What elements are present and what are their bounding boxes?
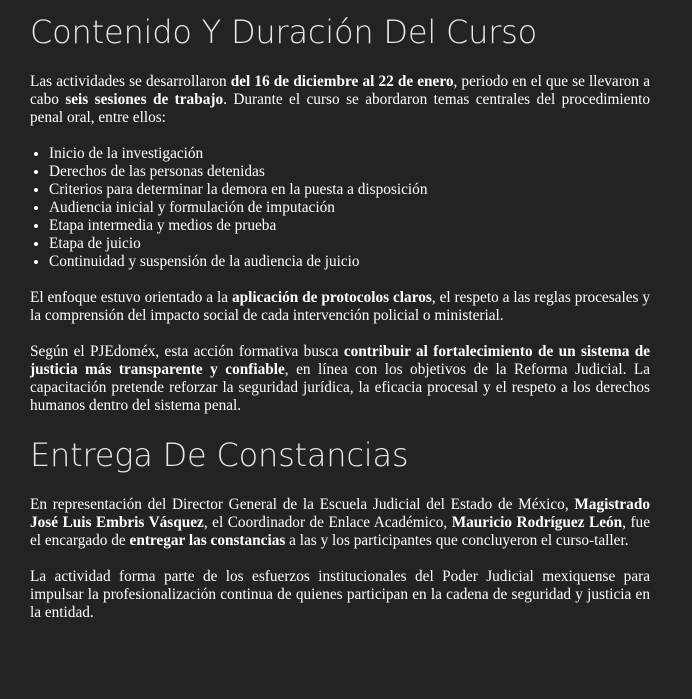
rep-deliver: entregar las constancias (129, 532, 286, 549)
intro-text-2: , periodo en el que se llevaron a cabo (30, 73, 650, 108)
section-heading-certificates: Entrega De Constancias (30, 436, 409, 474)
list-item: • Audiencia inicial y formulación de imputación (49, 199, 650, 217)
focus-text-2: , el respeto a las reglas procesales y la comprensión del impacto social de cada intervención policial o ministerial. (30, 289, 651, 324)
section-heading-course-content: Contenido Y Duración Del Curso (30, 13, 538, 51)
rep-text-3: , fue el encargado de (30, 514, 650, 549)
pjedomex-goal: contribuir al fortalecimiento de un sistema de justicia más transparente y confiable (30, 343, 650, 378)
focus-text-1: El enfoque estuvo orientado a la (30, 289, 232, 306)
intro-sessions: seis sesiones de trabajo (65, 91, 224, 108)
topics-list (30, 145, 650, 271)
list-item: • Etapa intermedia y medios de prueba (49, 217, 650, 235)
intro-paragraph (30, 73, 650, 127)
pjedomex-paragraph (30, 343, 650, 415)
focus-protocols: aplicación de protocolos claros (231, 289, 432, 306)
closing-paragraph: La actividad forma parte de los esfuerzos institucionales del Poder Judicial mexiquense para impulsar la profesionalización continua de quienes participan en la cadena de seguridad y justicia en la entidad. (30, 568, 650, 621)
intro-text-3: . Durante el curso se abordaron temas centrales del procedimiento penal oral, entre ellos: (30, 91, 651, 126)
representation-paragraph (30, 496, 650, 550)
rep-text-2: , el Coordinador de Enlace Académico, (203, 514, 452, 531)
rep-coordinator: Mauricio Rodríguez León (451, 514, 623, 531)
list-item: • Etapa de juicio (49, 235, 650, 253)
rep-text-1: En representación del Director General de la Escuela Judicial del Estado de México, (30, 496, 575, 513)
pjedomex-text-1: Según el PJEdoméx, esta acción formativa busca (30, 343, 344, 360)
rep-magistrate: Magistrado José Luis Embris Vásquez (30, 496, 650, 531)
list-item: • Inicio de la investigación (49, 145, 650, 163)
intro-text-1: Las actividades se desarrollaron (30, 73, 231, 90)
focus-paragraph (30, 289, 650, 325)
intro-dates: del 16 de diciembre al 22 de enero (230, 73, 454, 90)
list-item: • Continuidad y suspensión de la audiencia de juicio (49, 253, 650, 271)
rep-text-4: a las y los participantes que concluyeron el curso-taller. (285, 532, 629, 549)
list-item: • Criterios para determinar la demora en la puesta a disposición (49, 181, 650, 199)
pjedomex-text-2: , en línea con los objetivos de la Reforma Judicial. La capacitación pretende reforzar la seguridad jurídica, la eficacia procesal y el respeto a los derechos humanos dentro del sistema penal. (30, 361, 650, 414)
list-item: • Derechos de las personas detenidas (49, 163, 650, 181)
